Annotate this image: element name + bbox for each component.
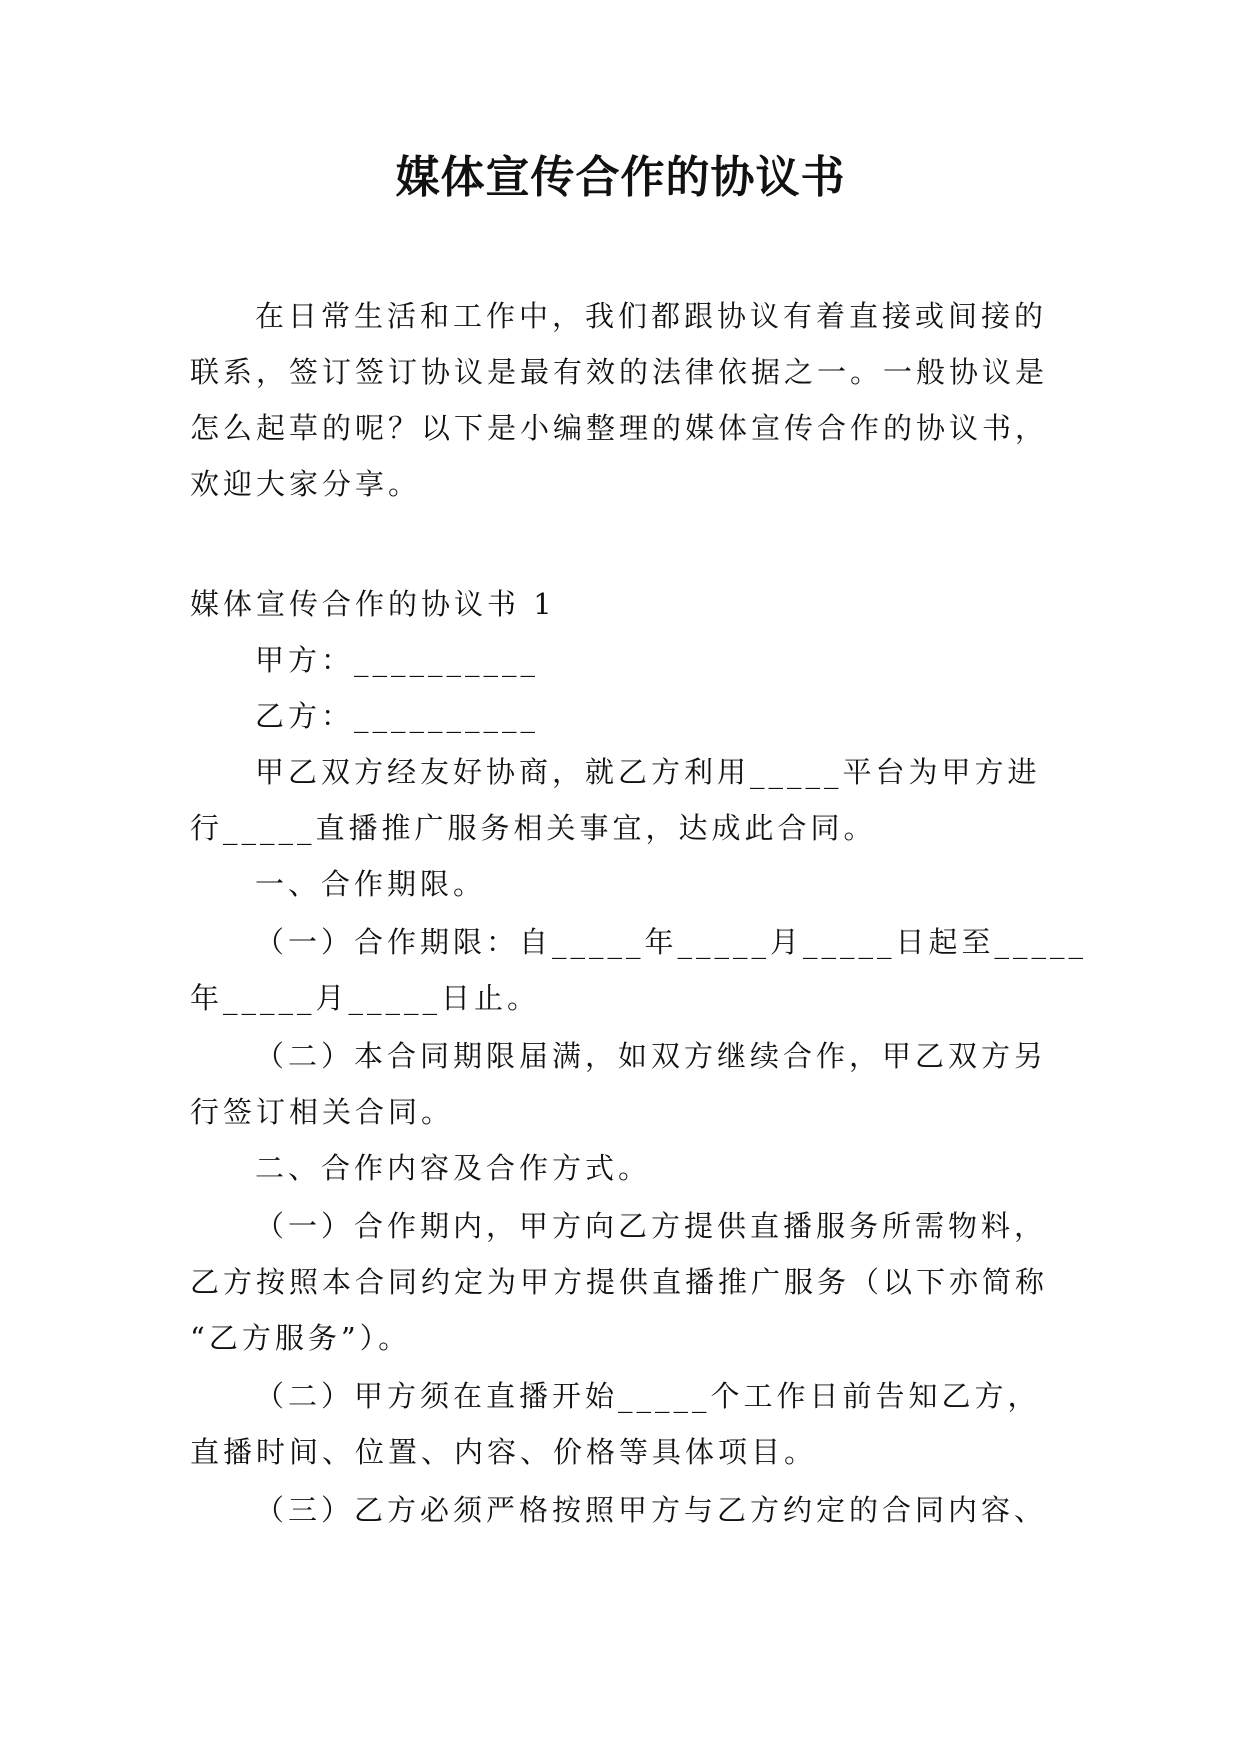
body-line: （一）合作期限：自_____年_____月_____日起至_____ [255,925,1088,959]
intro-line-3: 怎么起草的呢？以下是小编整理的媒体宣传合作的协议书， [190,411,1049,445]
body-line: 年_____月_____日止。 [190,981,541,1015]
clause-heading: 二、合作内容及合作方式。 [255,1151,652,1185]
body-line: （二）本合同期限届满，如双方继续合作，甲乙双方另 [255,1039,1048,1073]
intro-line-2: 联系，签订签订协议是最有效的法律依据之一。一般协议是 [190,355,1049,389]
body-line: 行签订相关合同。 [190,1095,455,1129]
party-b-line: 乙方：__________ [255,699,540,733]
intro-line-4: 欢迎大家分享。 [190,467,422,501]
body-line: （三）乙方必须严格按照甲方与乙方约定的合同内容、 [255,1493,1048,1527]
body-line: 直播时间、位置、内容、价格等具体项目。 [190,1435,818,1469]
intro-line-1: 在日常生活和工作中，我们都跟协议有着直接或间接的 [255,299,1048,333]
body-line: （二）甲方须在直播开始_____个工作日前告知乙方， [255,1379,1041,1413]
body-line: 行_____直播推广服务相关事宜，达成此合同。 [190,811,877,845]
section-heading: 媒体宣传合作的协议书 1 [190,587,556,621]
clause-heading: 一、合作期限。 [255,867,487,901]
document-title: 媒体宣传合作的协议书 [395,152,846,203]
party-a-line: 甲方：__________ [255,643,540,677]
body-line: （一）合作期内，甲方向乙方提供直播服务所需物料， [255,1209,1048,1243]
body-line: 甲乙双方经友好协商，就乙方利用_____平台为甲方进 [255,755,1041,789]
body-line: 乙方按照本合同约定为甲方提供直播推广服务（以下亦简称 [190,1265,1049,1299]
body-line: “乙方服务”）。 [190,1321,412,1355]
